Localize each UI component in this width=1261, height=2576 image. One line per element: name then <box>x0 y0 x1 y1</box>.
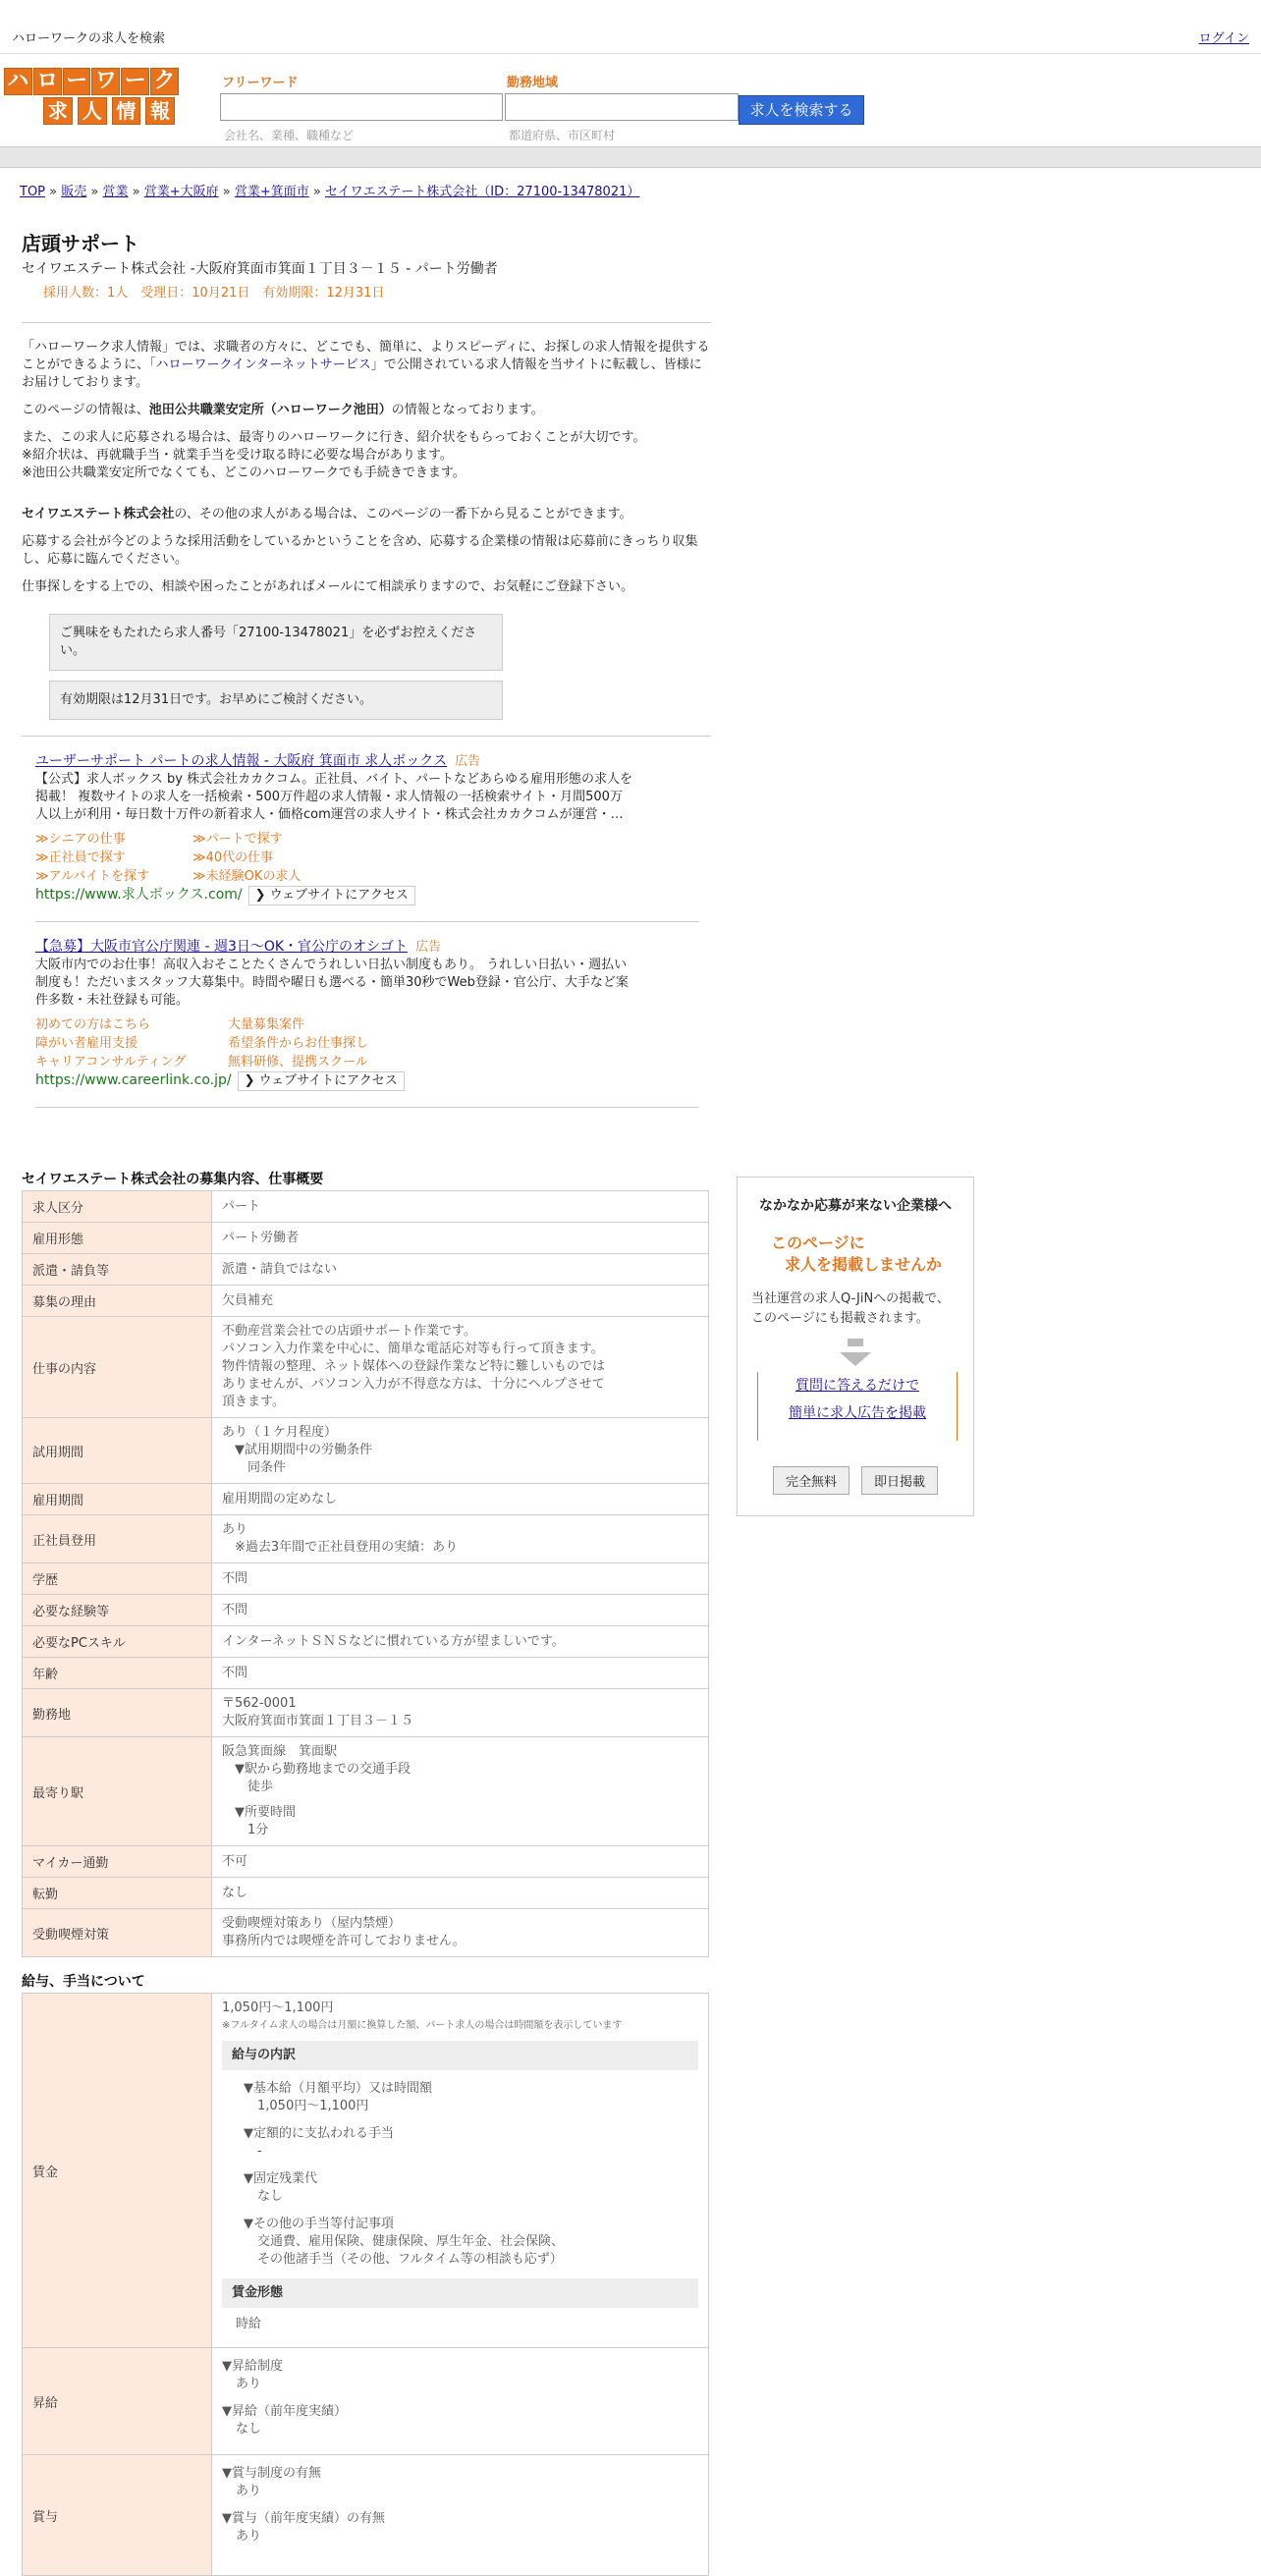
sub-item <box>222 2510 698 2546</box>
table-row <box>23 1994 709 2348</box>
divider-band <box>0 147 1261 168</box>
ad-tag: 広告 <box>455 754 481 769</box>
breadcrumb-item[interactable]: TOP <box>20 185 46 199</box>
wage-amount: 1,050円〜1,100円 <box>222 2001 334 2015</box>
row-header: 雇用形態 <box>23 1223 212 1254</box>
breadcrumb-separator: » <box>308 185 325 199</box>
breakdown-heading: ▼固定残業代 <box>244 2171 317 2186</box>
ad-sitelink[interactable]: 大量募集案件 <box>228 1017 305 1032</box>
divider <box>35 1107 699 1108</box>
ad-url[interactable]: https://www.求人ボックス.com/ <box>35 887 243 903</box>
row-header: 転勤 <box>23 1878 212 1909</box>
row-value <box>212 2348 709 2455</box>
sub-item-value: あり <box>236 2484 262 2498</box>
sub-item-value: あり <box>236 2529 262 2544</box>
logo-char: 情 <box>112 97 141 125</box>
intro-paragraph-2: このページの情報は、池田公共職業安定所（ハローワーク池田）の情報となっております。 <box>22 403 544 417</box>
site-title: ハローワークの求人を検索 <box>12 31 166 46</box>
row-header: マイカー通勤 <box>23 1846 212 1878</box>
logo-char: ワ <box>91 68 120 95</box>
answer-questions-link[interactable]: 質問に答えるだけで <box>795 1378 919 1394</box>
row-value-line: 同条件 <box>222 1460 287 1475</box>
row-header: 昇給 <box>23 2348 212 2455</box>
free-badge-button[interactable]: 完全無料 <box>773 1466 850 1495</box>
breakdown-heading: ▼基本給（月額平均）又は時間額 <box>244 2081 432 2096</box>
breakdown-value: 交通費、雇用保険、健康保険、厚生年金、社会保険、 <box>257 2234 565 2249</box>
row-value-line: 1分 <box>222 1823 269 1837</box>
divider <box>22 322 711 323</box>
table-row <box>23 1846 709 1878</box>
row-value <box>212 1994 709 2348</box>
breakdown-label: 給与の内訳 <box>222 2041 698 2070</box>
sub-item-heading: ▼昇給（前年度実績） <box>222 2404 347 2419</box>
row-value-line: 不動産営業会社での店頭サポート作業です。 <box>222 1324 476 1339</box>
breakdown-item <box>244 2080 698 2115</box>
row-value-line: インターネットＳＮＳなどに慣れている方が望ましいです。 <box>222 1633 565 1649</box>
row-value <box>212 1223 709 1254</box>
ad-sitelink[interactable]: ≫40代の仕事 <box>192 850 274 865</box>
breakdown-item <box>244 2125 698 2161</box>
breadcrumb-item[interactable]: セイワエステート株式会社（ID：27100-13478021） <box>324 185 640 199</box>
row-value-line: ▼試用期間中の労働条件 <box>222 1443 372 1457</box>
row-value <box>212 1254 709 1286</box>
row-value-line: 徒歩 <box>222 1780 274 1794</box>
table-row <box>23 1484 709 1515</box>
row-header: 受動喫煙対策 <box>23 1909 212 1957</box>
same-day-button[interactable]: 即日掲載 <box>861 1466 938 1495</box>
breadcrumb-item[interactable]: 販売 <box>61 185 87 199</box>
row-value <box>212 1878 709 1909</box>
sub-item-value: あり <box>236 2377 262 2391</box>
row-header: 仕事の内容 <box>23 1317 212 1418</box>
table-row <box>23 1286 709 1317</box>
breadcrumb-item[interactable]: 営業+箕面市 <box>234 185 309 199</box>
post-ad-link[interactable]: 簡単に求人広告を掲載 <box>789 1405 926 1421</box>
row-value-line: ありませんが、パソコン入力が不得意な方は、十分にヘルプさせて <box>222 1377 605 1392</box>
table-row <box>23 1626 709 1658</box>
main-content <box>22 228 711 2576</box>
hellowork-internet-service-link[interactable]: ハローワークインターネットサービス <box>155 357 371 372</box>
wage-form: 時給 <box>236 2317 262 2331</box>
logo-char: ク <box>150 68 179 95</box>
sidebar-title: なかなか応募が来ない企業様へ <box>759 1198 952 1214</box>
table-row <box>23 1191 709 1223</box>
row-value-line <box>222 1796 698 1804</box>
top-bar <box>0 0 1261 54</box>
breakdown-list <box>222 2080 698 2269</box>
table-row <box>23 1909 709 1957</box>
ad-sitelinks <box>35 830 713 886</box>
area-label: 勤務地域 <box>507 76 559 90</box>
ad-sitelink[interactable]: ≫正社員で探す <box>35 850 126 865</box>
pay-section-title: 給与、手当について <box>22 1974 145 1990</box>
intro-paragraph-4: セイワエステート株式会社の、その他の求人がある場合は、このページの一番下から見ることができます。 <box>22 507 632 521</box>
ad-sitelink[interactable]: ≫パートで探す <box>192 832 283 847</box>
ad-sitelink[interactable]: 初めての方はこちら <box>35 1017 151 1032</box>
intro-paragraph-6: 仕事探しをする上での、相談や困ったことがあればメールにて相談承りますので、お気軽にご登録下さい。 <box>22 579 633 594</box>
table-row <box>23 1418 709 1484</box>
job-number-note: ご興味をもたれたら求人番号「27100-13478021」を必ずお控えください。 <box>49 614 503 671</box>
pay-table <box>22 1993 709 2576</box>
logo-char: 人 <box>78 97 107 125</box>
table-row <box>23 1658 709 1689</box>
row-value-line: 〒562-0001 <box>222 1696 297 1711</box>
row-header: 募集の理由 <box>23 1286 212 1317</box>
row-header: 正社員登用 <box>23 1515 212 1563</box>
sub-item-heading: ▼賞与制度の有無 <box>222 2466 321 2481</box>
hellowork-logo[interactable] <box>4 68 179 125</box>
visit-website-button[interactable]: ❯ ウェブサイトにアクセス <box>248 886 415 905</box>
ad-sitelink[interactable]: キャリアコンサルティング <box>35 1055 187 1069</box>
breadcrumb-separator: » <box>218 185 235 199</box>
row-value <box>212 1689 709 1737</box>
logo-char: ハ <box>4 68 32 95</box>
table-row <box>23 1737 709 1846</box>
row-value-line: 受動喫煙対策あり（屋内禁煙） <box>222 1916 402 1931</box>
table-row <box>23 1515 709 1563</box>
table-row <box>23 2348 709 2455</box>
breakdown-heading: ▼その他の手当等付記事項 <box>244 2217 394 2231</box>
row-value <box>212 1846 709 1878</box>
intro-paragraph-3: また、この求人に応募される場合は、最寄りのハローワークに行き、紹介状をもらっておくことが大切です。 ※紹介状は、再就職手当・就業手当を受け取る時に必要な場合があります。 ※池田公共職業安定所でなくても、どこのハローワークでも手続きできます。 <box>22 430 646 480</box>
table-row <box>23 2455 709 2576</box>
row-header: 勤務地 <box>23 1689 212 1737</box>
row-value <box>212 1418 709 1484</box>
wage-form-label: 賃金形態 <box>222 2278 698 2308</box>
row-value-line: 不問 <box>222 1665 248 1680</box>
row-value-line: 派遣・請負ではない <box>222 1261 338 1277</box>
row-value-line: 大阪府箕面市箕面１丁目３－１５ <box>222 1714 414 1728</box>
row-value-line: ▼所要時間 <box>222 1805 296 1820</box>
row-value-line: ※過去3年間で正社員登用の実績：あり <box>222 1540 459 1555</box>
row-value-line: 不問 <box>222 1602 248 1617</box>
sidebar-description: 当社運営の求人Q-JiNへの掲載で、 このページにも掲載されます。 <box>751 1291 950 1326</box>
visit-website-button[interactable]: ❯ ウェブサイトにアクセス <box>238 1071 405 1091</box>
row-header: 雇用期間 <box>23 1484 212 1515</box>
row-value-line: あり（１ケ月程度） <box>222 1425 338 1440</box>
row-header: 学歴 <box>23 1563 212 1595</box>
row-value-line: 物件情報の整理、ネット媒体への登録作業など特に難しいものでは <box>222 1359 606 1374</box>
sub-item <box>222 2358 698 2393</box>
intro-paragraph-1: 「ハローワーク求人情報」では、求職者の方々に、どこでも、簡単に、よりスピーディに、お探しの求人情報を提供することができるように、「ハローワークインターネットサービス」で公開されている求人情報を当サイトに転載し、皆様にお届けしております。 <box>22 340 710 390</box>
breakdown-heading: ▼定額的に支払われる手当 <box>244 2126 394 2141</box>
table-row <box>23 1254 709 1286</box>
down-arrow-icon <box>848 1339 863 1346</box>
job-subtitle: セイワエステート株式会社 -大阪府箕面市箕面１丁目３－１５ - パート労働者 <box>22 261 498 277</box>
sub-item <box>222 2403 698 2439</box>
ad-description: 【公式】求人ボックス by 株式会社カカクコム。正社員、バイト、パートなどあらゆる雇用形態の求人を掲載！ 複数サイトの求人を一括検索・500万件超の求人情報・求人情報の一括検索サイト・月間500万人以上が利用・毎日数十万件の新着求人・価格com運営の求人サイト・株式会社カカクコムが運営・… <box>35 772 633 822</box>
sidebar-link-box <box>757 1372 958 1441</box>
down-arrow-icon <box>840 1352 871 1366</box>
row-value <box>212 2455 709 2576</box>
ad-sitelink[interactable]: 無料研修、提携スクール <box>228 1055 368 1069</box>
sub-item-value: なし <box>236 2422 262 2437</box>
row-value <box>212 1317 709 1418</box>
logo-char: ロ <box>33 68 62 95</box>
table-row <box>23 1595 709 1626</box>
row-value <box>212 1626 709 1658</box>
row-value-line: 事務所内では喫煙を許可しておりません。 <box>222 1934 466 1948</box>
ad-tag: 広告 <box>415 940 442 955</box>
divider <box>22 736 711 737</box>
job-section-title: セイワエステート株式会社の募集内容、仕事概要 <box>22 1172 324 1187</box>
row-value-line: なし <box>222 1885 248 1900</box>
search-header <box>0 54 1261 147</box>
wage-note: ※フルタイム求人の場合は月額に換算した額、パート求人の場合は時間額を表示しています <box>222 2020 623 2031</box>
row-value <box>212 1191 709 1223</box>
deadline-note: 有効期限は12月31日です。お早めにご検討ください。 <box>49 681 503 720</box>
row-value-line: 雇用期間の定めなし <box>222 1491 338 1507</box>
row-value-line: 欠員補充 <box>222 1292 274 1308</box>
area-input[interactable] <box>505 93 739 121</box>
row-header: 年齢 <box>23 1658 212 1689</box>
row-header: 賃金 <box>23 1994 212 2348</box>
job-meta: 採用人数：1人 受理日：10月21日 有効期限：12月31日 <box>43 286 385 301</box>
ad-title-link[interactable]: 【急募】大阪市官公庁関連 - 週3日～OK・官公庁のオシゴト <box>35 939 409 955</box>
row-header: 必要な経験等 <box>23 1595 212 1626</box>
row-value <box>212 1484 709 1515</box>
logo-char: ー <box>63 68 91 95</box>
breadcrumb-separator: » <box>128 185 144 199</box>
job-details-table <box>22 1190 709 1957</box>
sidebar-buttons <box>738 1466 973 1495</box>
row-value-line: ▼駅から勤務地までの交通手段 <box>222 1762 411 1777</box>
row-value-line: 不可 <box>222 1853 248 1869</box>
search-button[interactable]: 求人を検索する <box>739 95 864 125</box>
breadcrumb-item[interactable]: 営業+大阪府 <box>143 185 219 199</box>
ad-block-1 <box>35 752 713 1108</box>
ad-url[interactable]: https://www.careerlink.co.jp/ <box>35 1072 232 1088</box>
intro-paragraph-5: 応募する会社が今どのような採用活動をしているかということを含め、応募する企業様の情報は応募前にきっちり収集し、応募に臨んでください。 <box>22 534 698 567</box>
breakdown-item <box>244 2216 698 2269</box>
table-row <box>23 1689 709 1737</box>
breadcrumb-item[interactable]: 営業 <box>102 185 129 199</box>
ad-description: 大阪市内でのお仕事！高収入おそことたくさんでうれしい日払い制度もあり。 うれしい日払い・週払い制度も！ただいまスタッフ大募集中。時間や曜日も選べる・簡単30秒でWeb登録・官公庁、大手など案件多数・未社登録も可能。 <box>35 958 629 1008</box>
sub-item <box>222 2465 698 2500</box>
breakdown-item <box>244 2170 698 2206</box>
job-title: 店頭サポート <box>22 232 139 255</box>
row-value-line: パート労働者 <box>222 1230 300 1245</box>
breadcrumb <box>20 181 639 199</box>
row-value-line: あり <box>222 1522 248 1537</box>
login-link[interactable]: ログイン <box>1198 31 1249 46</box>
sub-item-heading: ▼昇給制度 <box>222 2359 283 2374</box>
advertise-sidebar <box>737 1177 974 1516</box>
table-row <box>23 1563 709 1595</box>
row-value <box>212 1658 709 1689</box>
sub-item-heading: ▼賞与（前年度実績）の有無 <box>222 2511 385 2526</box>
ad-sitelink[interactable]: 障がい者雇用支援 <box>35 1036 138 1051</box>
row-value-line: 不問 <box>222 1570 248 1586</box>
ad-sitelink[interactable]: ≫未経験OKの求人 <box>192 869 302 884</box>
divider <box>35 921 699 922</box>
row-header: 最寄り駅 <box>23 1737 212 1846</box>
row-value <box>212 1737 709 1846</box>
ad-sitelinks <box>35 1015 713 1071</box>
row-header: 必要なPCスキル <box>23 1626 212 1658</box>
row-value <box>212 1286 709 1317</box>
breakdown-value: その他諸手当（その他、フルタイム等の相談も応ず） <box>257 2252 563 2267</box>
row-header: 試用期間 <box>23 1418 212 1484</box>
keyword-hint: 会社名、業種、職種など <box>224 129 355 142</box>
row-value <box>212 1515 709 1563</box>
row-value <box>212 1595 709 1626</box>
sidebar-catchcopy: このページに 求人を掲載しませんか <box>771 1233 943 1274</box>
ad-sitelink[interactable]: ≫シニアの仕事 <box>35 832 126 847</box>
table-row <box>23 1223 709 1254</box>
ad-title-link[interactable]: ユーザーサポート パートの求人情報 - 大阪府 箕面市 求人ボックス <box>35 753 448 769</box>
area-hint: 都道府県、市区町村 <box>509 129 616 142</box>
breadcrumb-separator: » <box>45 185 62 199</box>
row-header: 賞与 <box>23 2455 212 2576</box>
row-value-line: パソコン入力作業を中心に、簡単な電話応対等も行って頂きます。 <box>222 1342 604 1356</box>
ad-sitelink[interactable]: ≫アルバイトを探す <box>35 869 150 884</box>
logo-char: 求 <box>43 97 73 125</box>
table-row <box>23 1878 709 1909</box>
logo-char: ー <box>121 68 149 95</box>
table-row <box>23 1317 709 1418</box>
breakdown-value: - <box>257 2144 262 2159</box>
row-value <box>212 1563 709 1595</box>
row-value <box>212 1909 709 1957</box>
row-value-line: 頂きます。 <box>222 1395 285 1409</box>
row-value-line: 阪急箕面線 箕面駅 <box>222 1744 338 1759</box>
breadcrumb-separator: » <box>86 185 103 199</box>
row-header: 求人区分 <box>23 1191 212 1223</box>
row-header: 派遣・請負等 <box>23 1254 212 1286</box>
keyword-input[interactable] <box>220 93 503 121</box>
breakdown-value: なし <box>257 2189 284 2204</box>
row-value-line: パート <box>222 1198 261 1214</box>
ad-sitelink[interactable]: 希望条件からお仕事探し <box>228 1036 369 1051</box>
logo-char: 報 <box>145 97 175 125</box>
breakdown-value: 1,050円〜1,100円 <box>257 2099 369 2113</box>
keyword-label: フリーワード <box>222 76 299 90</box>
